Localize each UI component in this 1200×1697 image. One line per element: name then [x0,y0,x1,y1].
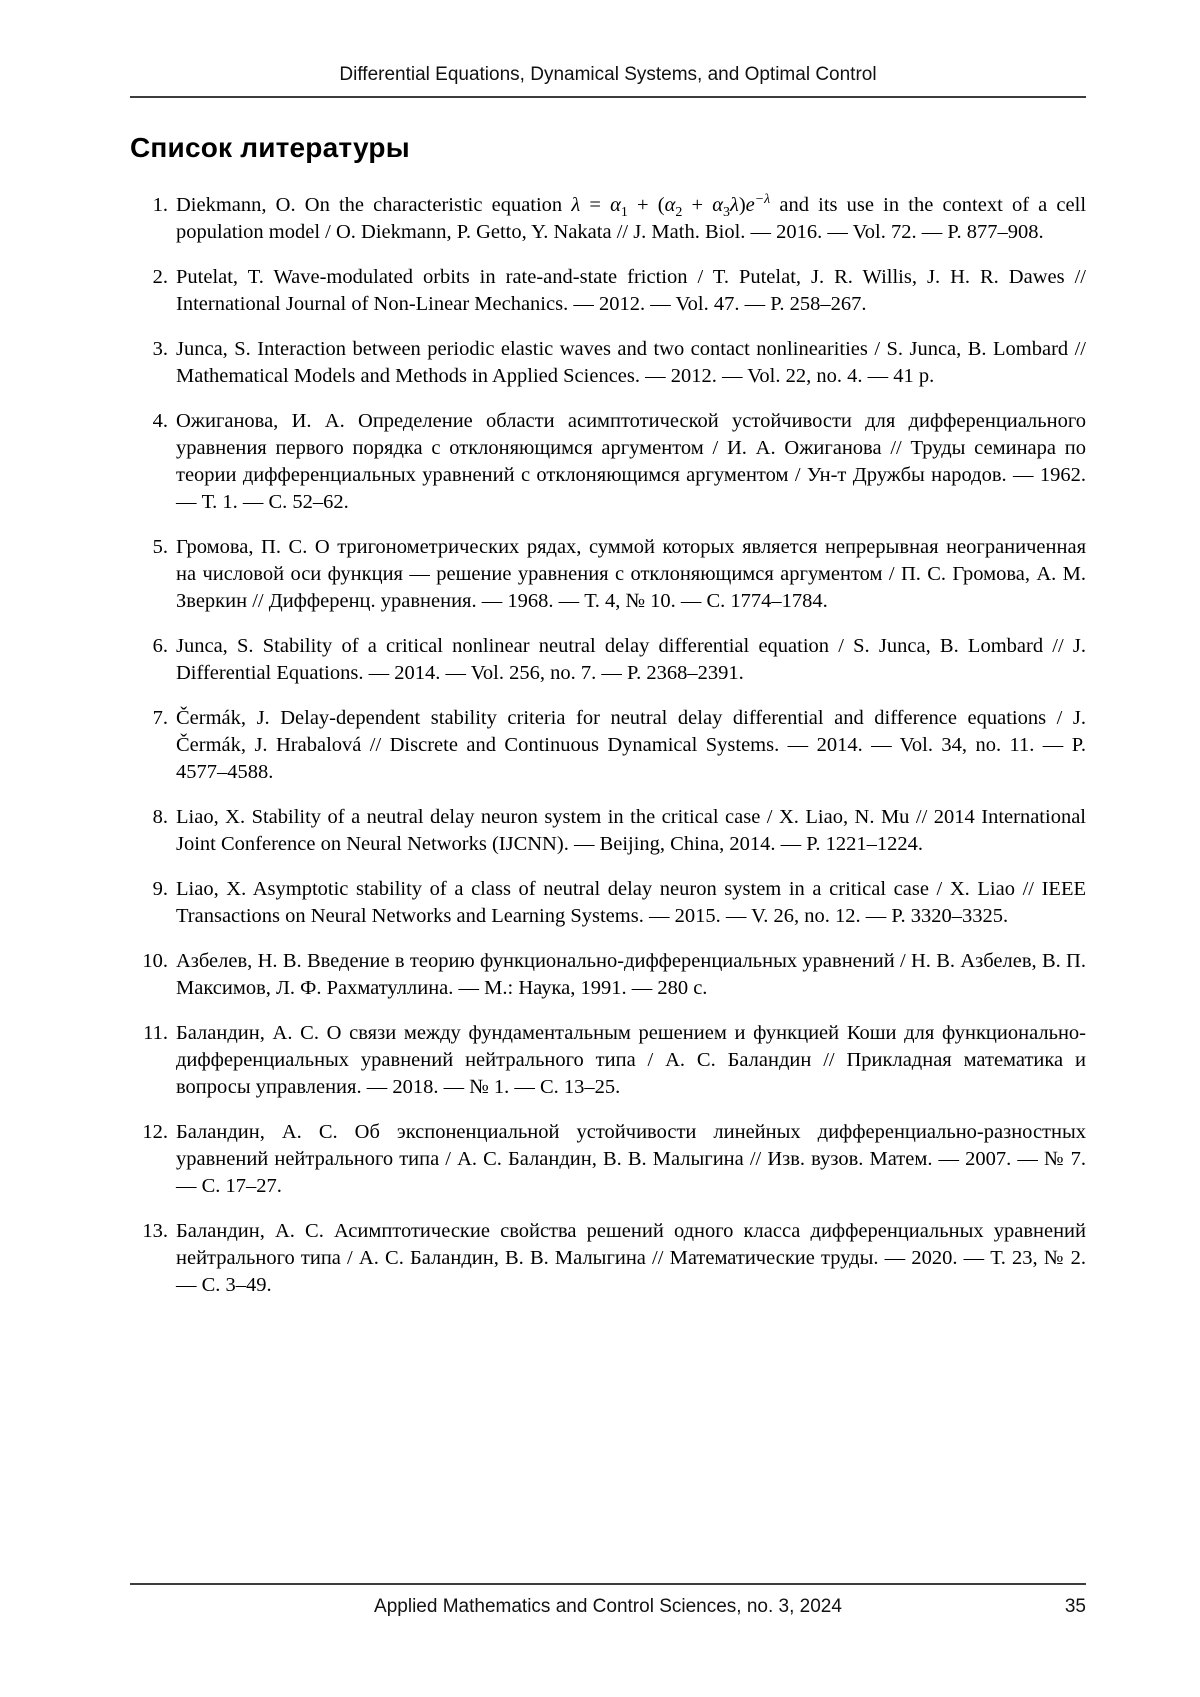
reference-item [130,705,1086,786]
footer-row [130,1596,1086,1618]
header-rule [130,96,1086,98]
reference-text: Diekmann, O. On the characteristic equation $\lambda = \alpha_1 + (\alpha_2 + \alpha_3\lambda)e^{-\lambda}$ and its use in the context of a cell population model / O. Diekmann, P. Getto, Y. Nakata // J. Math. Biol. — 2016. — Vol. 72. — P. 877–908. [176,192,1087,243]
reference-item [130,264,1086,318]
reference-text: Junca, S. Interaction between periodic elastic waves and two contact nonlinearities / S. Junca, B. Lombard // Mathematical Models and Methods in Applied Sciences. — 2012. — Vol. 22, no. 4. — 41 p. [176,338,1086,387]
reference-text: Громова, П. С. О тригонометрических рядах, суммой которых является непрерывная неограниченная на числовой оси функция — решение уравнения с отклоняющимся аргументом / П. С. Громова, А. М. Зверкин // Дифференц. уравнения. — 1968. –– Т. 4, № 10. — С. 1774–1784. [176,536,1086,612]
reference-number: 1. [152,194,168,216]
reference-number: 11. [143,1022,168,1044]
reference-text: Putelat, T. Wave-modulated orbits in rate-and-state friction / T. Putelat, J. R. Willis, J. H. R. Dawes // International Journal of Non-Linear Mechanics. — 2012. — Vol. 47. — P. 258–267. [176,266,1086,315]
reference-item [130,1119,1086,1200]
reference-number: 10. [142,950,168,972]
reference-item [130,336,1086,390]
reference-number: 5. [152,536,168,558]
reference-text: Junca, S. Stability of a critical nonlinear neutral delay differential equation / S. Junca, B. Lombard // J. Differential Equations. — 2014. –– Vol. 256, no. 7. — P. 2368–2391. [176,635,1086,684]
journal-name: Applied Mathematics and Control Sciences, no. 3, 2024 [374,1596,842,1617]
reference-item [130,804,1086,858]
reference-item [130,876,1086,930]
reference-number: 13. [142,1220,168,1242]
reference-list [130,192,1086,1299]
page-content [130,0,1086,1317]
reference-text: Liao, X. Stability of a neutral delay neuron system in the critical case / X. Liao, N. Mu // 2014 International Joint Conference on Neural Networks (IJCNN). — Beijing, China, 2014. — P. 1221–1224. [176,806,1086,855]
reference-item [130,408,1086,516]
reference-item [130,192,1086,246]
reference-number: 4. [152,410,168,432]
reference-number: 3. [152,338,168,360]
reference-number: 9. [152,878,168,900]
page-number: 35 [1064,1596,1086,1617]
reference-number: 6. [152,635,168,657]
reference-text: Баландин, А. С. Об экспоненциальной устойчивости линейных дифференциально-разностных уравнений нейтрального типа / А. С. Баландин, В. В. Малыгина // Изв. вузов. Матем. — 2007. — № 7. — С. 17–27. [176,1121,1086,1197]
page-header [130,0,1086,98]
reference-item [130,633,1086,687]
reference-item [130,948,1086,1002]
reference-text: Баландин, А. С. О связи между фундаментальным решением и функцией Коши для функционально-дифференциальных уравнений нейтрального типа / А. С. Баландин // Прикладная математика и вопросы управления. — 2018. — № 1. — С. 13–25. [176,1022,1086,1098]
reference-number: 7. [152,707,168,729]
running-title: Differential Equations, Dynamical Systems, and Optimal Control [339,64,877,85]
section-title: Список литературы [130,132,410,163]
reference-text: Liao, X. Asymptotic stability of a class of neutral delay neuron system in a critical case / X. Liao // IEEE Transactions on Neural Networks and Learning Systems. –– 2015. — V. 26, no. 12. — P. 3320–3325. [176,878,1086,927]
reference-item [130,534,1086,615]
footer-rule [130,1583,1086,1585]
reference-text: Ожиганова, И. А. Определение области асимптотической устойчивости для дифференциального уравнения первого порядка с отклоняющимся аргументом / И. А. Ожиганова // Труды семинара по теории дифференциальных уравнений с отклоняющимся аргументом / Ун-т Дружбы народов. –– 1962. — Т. 1. — С. 52–62. [176,410,1086,513]
reference-text: Баландин, А. С. Асимптотические свойства решений одного класса дифференциальных уравнений нейтрального типа / А. С. Баландин, В. В. Малыгина // Математические труды. –– 2020. — Т. 23, № 2. — С. 3–49. [176,1220,1086,1296]
reference-text: Азбелев, Н. В. Введение в теорию функционально-дифференциальных уравнений / Н. В. Азбелев, В. П. Максимов, Л. Ф. Рахматуллина. –– М.: Наука, 1991. — 280 с. [176,950,1086,999]
reference-item [130,1218,1086,1299]
reference-item [130,1020,1086,1101]
reference-text: Čermák, J. Delay-dependent stability criteria for neutral delay differential and difference equations / J. Čermák, J. Hrabalová // Discrete and Continuous Dynamical Systems. — 2014. — Vol. 34, no. 11. — P. 4577–4588. [176,707,1086,783]
reference-number: 8. [152,806,168,828]
reference-number: 12. [142,1121,168,1143]
page-footer [130,1583,1086,1618]
reference-number: 2. [152,266,168,288]
